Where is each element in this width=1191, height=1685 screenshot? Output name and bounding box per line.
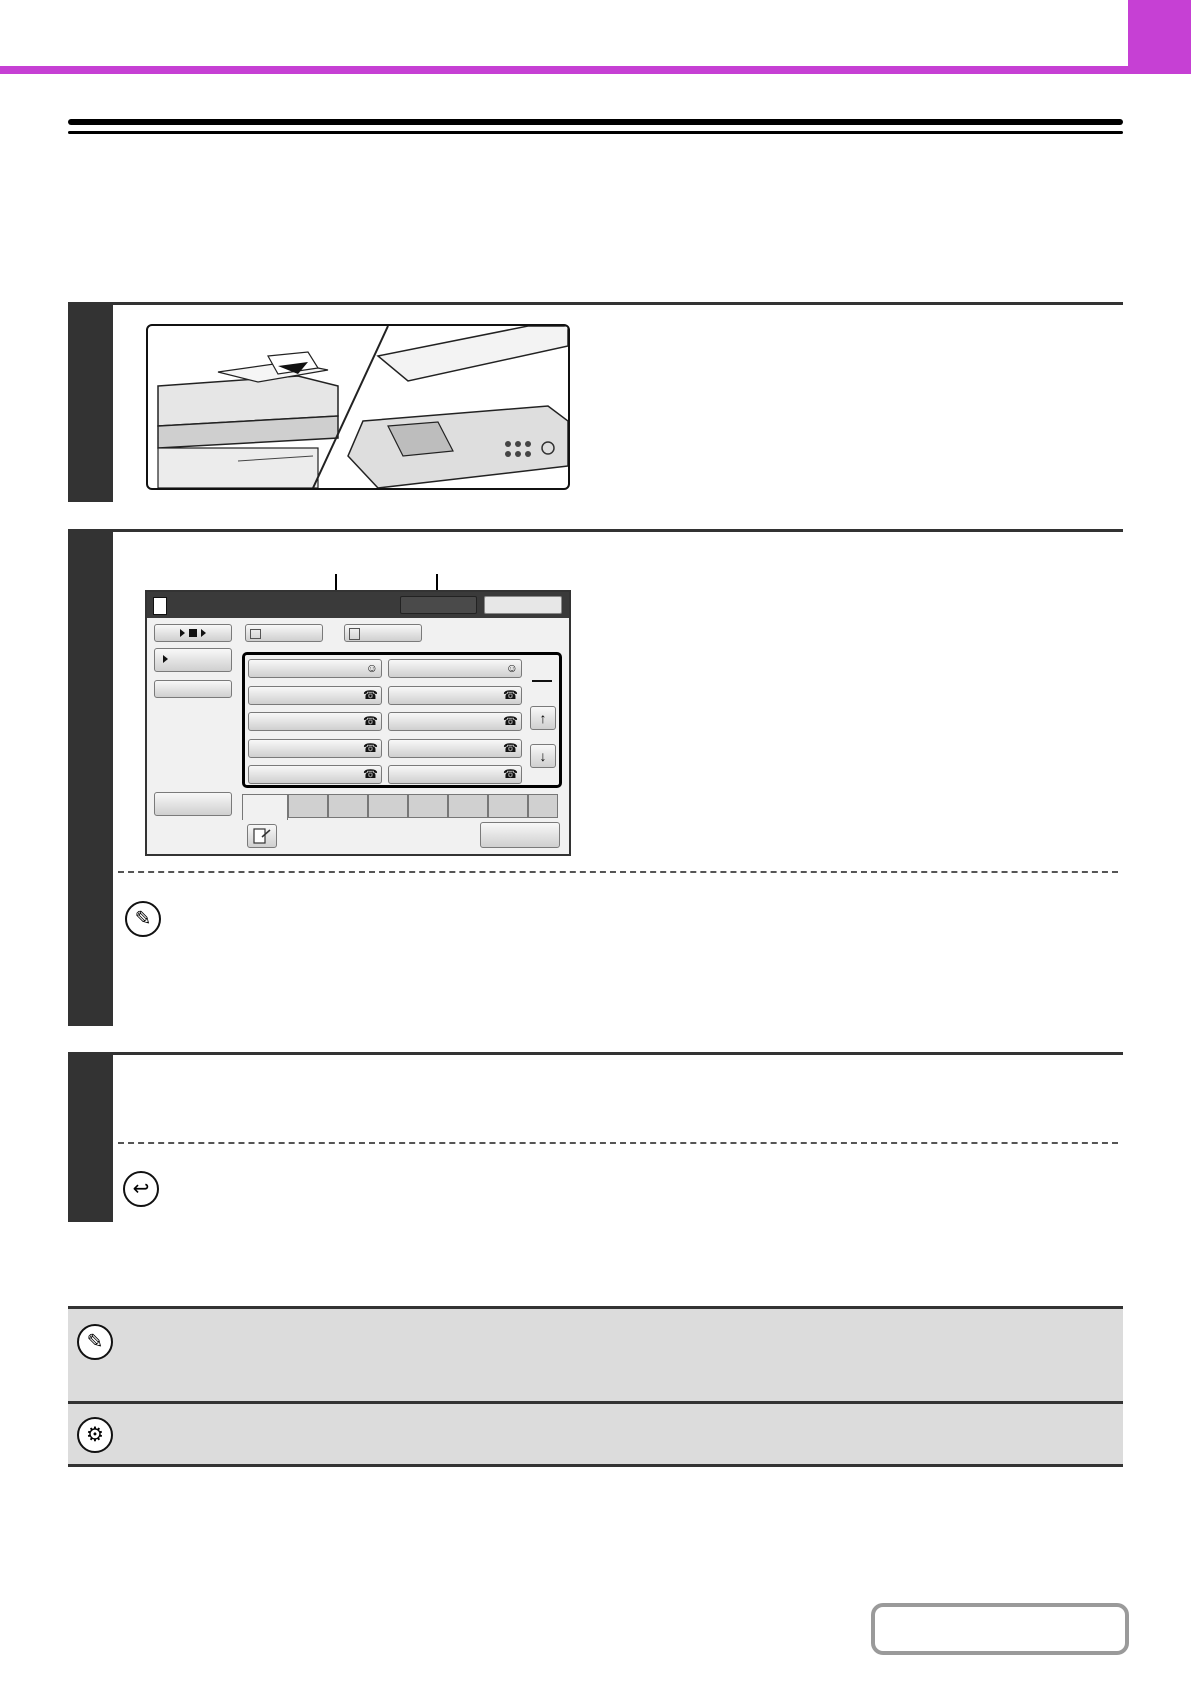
index-tab-strip (242, 794, 567, 820)
fax-icon (349, 628, 360, 640)
index-tab-active[interactable] (242, 794, 288, 820)
mail-icon (250, 629, 261, 639)
phone-icon: ☎ (503, 767, 518, 781)
step-2-number-bar (68, 529, 113, 1026)
phone-icon: ☎ (503, 714, 518, 728)
pencil-icon: ✎ (125, 901, 161, 937)
contents-button[interactable] (871, 1603, 1129, 1655)
address-key-3[interactable] (248, 686, 382, 705)
panel-left-button-1[interactable] (154, 648, 232, 672)
document-placement-illustration (146, 324, 570, 490)
index-tab-3[interactable] (328, 794, 368, 818)
step-2-top-rule (68, 529, 1123, 532)
step-1-top-rule (68, 302, 1123, 305)
title-rule-thin (68, 131, 1123, 134)
index-tab-6[interactable] (448, 794, 488, 818)
panel-mail-button[interactable] (245, 624, 323, 642)
step-3-top-rule (68, 1052, 1123, 1055)
panel-edit-button[interactable] (247, 824, 277, 848)
address-key-10[interactable] (388, 765, 522, 784)
address-key-1[interactable] (248, 659, 382, 678)
address-key-8[interactable] (388, 739, 522, 758)
play-icon (155, 649, 175, 669)
phone-icon: ☎ (363, 688, 378, 702)
phone-icon: ☎ (363, 767, 378, 781)
step-3-number-bar (68, 1052, 113, 1222)
index-tab-8[interactable] (528, 794, 558, 818)
note-box-gear (68, 1401, 1123, 1467)
edit-document-icon (248, 825, 276, 847)
note-box-pencil (68, 1306, 1123, 1403)
address-book-touch-panel (145, 590, 571, 856)
panel-bottom-right-button[interactable] (480, 822, 560, 848)
step-1-number-bar (68, 302, 113, 502)
panel-header-button-dark[interactable] (400, 596, 477, 614)
gear-icon: ⚙ (77, 1417, 113, 1453)
step-2-dashed-separator (118, 871, 1118, 873)
header-accent-tab (1128, 0, 1191, 70)
pencil-icon: ✎ (77, 1324, 113, 1360)
index-tab-2[interactable] (288, 794, 328, 818)
address-key-5[interactable] (248, 712, 382, 731)
phone-icon: ☎ (363, 714, 378, 728)
step-3-dashed-separator (118, 1142, 1118, 1144)
panel-fax-button[interactable] (344, 624, 422, 642)
panel-left-button-3[interactable] (154, 792, 232, 816)
group-icon: ☺ (365, 661, 378, 675)
scroll-down-button[interactable] (530, 744, 556, 768)
panel-play-stop-button[interactable] (154, 624, 232, 642)
arrow-up-icon: ↑ (539, 710, 547, 726)
page-indicator-line (532, 680, 552, 682)
address-key-2[interactable] (388, 659, 522, 678)
phone-icon: ☎ (363, 741, 378, 755)
address-key-7[interactable] (248, 739, 382, 758)
address-book-icon (153, 597, 167, 615)
address-key-6[interactable] (388, 712, 522, 731)
arrow-down-icon: ↓ (539, 748, 547, 764)
index-tab-4[interactable] (368, 794, 408, 818)
play-stop-icon (155, 625, 233, 641)
index-tab-7[interactable] (488, 794, 528, 818)
address-key-9[interactable] (248, 765, 382, 784)
panel-header-button-light[interactable] (484, 596, 562, 614)
scroll-up-button[interactable] (530, 706, 556, 730)
phone-icon: ☎ (503, 688, 518, 702)
title-rule-thick (68, 119, 1123, 125)
panel-left-button-2[interactable] (154, 680, 232, 698)
return-arrow-icon: ↩ (123, 1171, 159, 1207)
index-tab-5[interactable] (408, 794, 448, 818)
address-key-4[interactable] (388, 686, 522, 705)
header-accent-line (0, 66, 1191, 74)
phone-icon: ☎ (503, 741, 518, 755)
group-icon: ☺ (505, 661, 518, 675)
document-feeder-and-glass-illustration (148, 326, 568, 488)
